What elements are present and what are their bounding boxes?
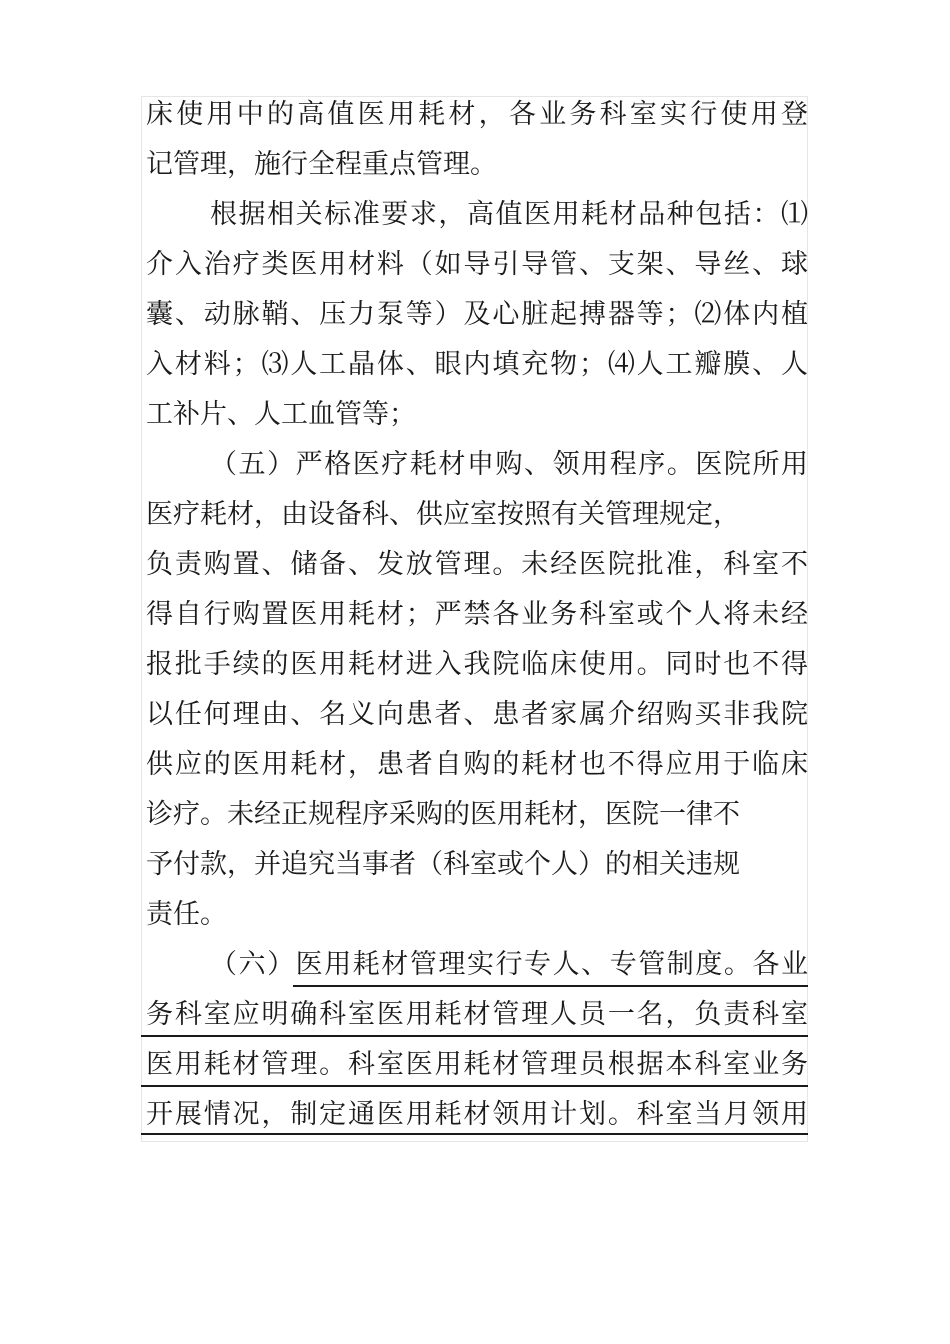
text-line: 负责购置、储备、发放管理。未经医院批准，科室不 [146, 549, 808, 580]
text-line: 供应的医用耗材，患者自购的耗材也不得应用于临床 [146, 749, 808, 780]
text-line: 入材料；⑶人工晶体、眼内填充物；⑷人工瓣膜、人 [146, 349, 808, 380]
underline-rule [141, 1035, 808, 1037]
section-heading-6: （六）医用耗材管理实行专人、专管制度。各业 [210, 949, 808, 980]
text-line: 工补片、人工血管等； [146, 399, 416, 430]
text-line: 记管理，施行全程重点管理。 [146, 149, 497, 180]
text-line: 务科室应明确科室医用耗材管理人员一名，负责科室 [146, 999, 808, 1030]
text-line: 报批手续的医用耗材进入我院临床使用。同时也不得 [146, 649, 808, 680]
text-line: 床使用中的高值医用耗材，各业务科室实行使用登 [146, 99, 808, 130]
text-line: 责任。 [146, 899, 227, 930]
text-line: 予付款，并追究当事者（科室或个人）的相关违规 [146, 849, 740, 880]
text-line: 开展情况，制定通医用耗材领用计划。科室当月领用 [146, 1099, 808, 1130]
paragraph-first-line: 根据相关标准要求，高值医用耗材品种包括：⑴ [210, 199, 808, 230]
text-line: 介入治疗类医用材料（如导引导管、支架、导丝、球 [146, 249, 808, 280]
underline-rule [141, 1085, 808, 1087]
text-line: 诊疗。未经正规程序采购的医用耗材，医院一律不 [146, 799, 740, 830]
text-line: 得自行购置医用耗材；严禁各业务科室或个人将未经 [146, 599, 808, 630]
underline-rule [293, 985, 808, 987]
text-line: 囊、动脉鞘、压力泵等）及心脏起搏器等；⑵体内植 [146, 299, 808, 330]
text-line: 以任何理由、名义向患者、患者家属介绍购买非我院 [146, 699, 808, 730]
text-line: 医用耗材管理。科室医用耗材管理员根据本科室业务 [146, 1049, 808, 1080]
underline-rule [141, 1133, 808, 1135]
section-heading-5: （五）严格医疗耗材申购、领用程序。医院所用 [210, 449, 808, 480]
text-line: 医疗耗材，由设备科、供应室按照有关管理规定， [146, 499, 740, 530]
